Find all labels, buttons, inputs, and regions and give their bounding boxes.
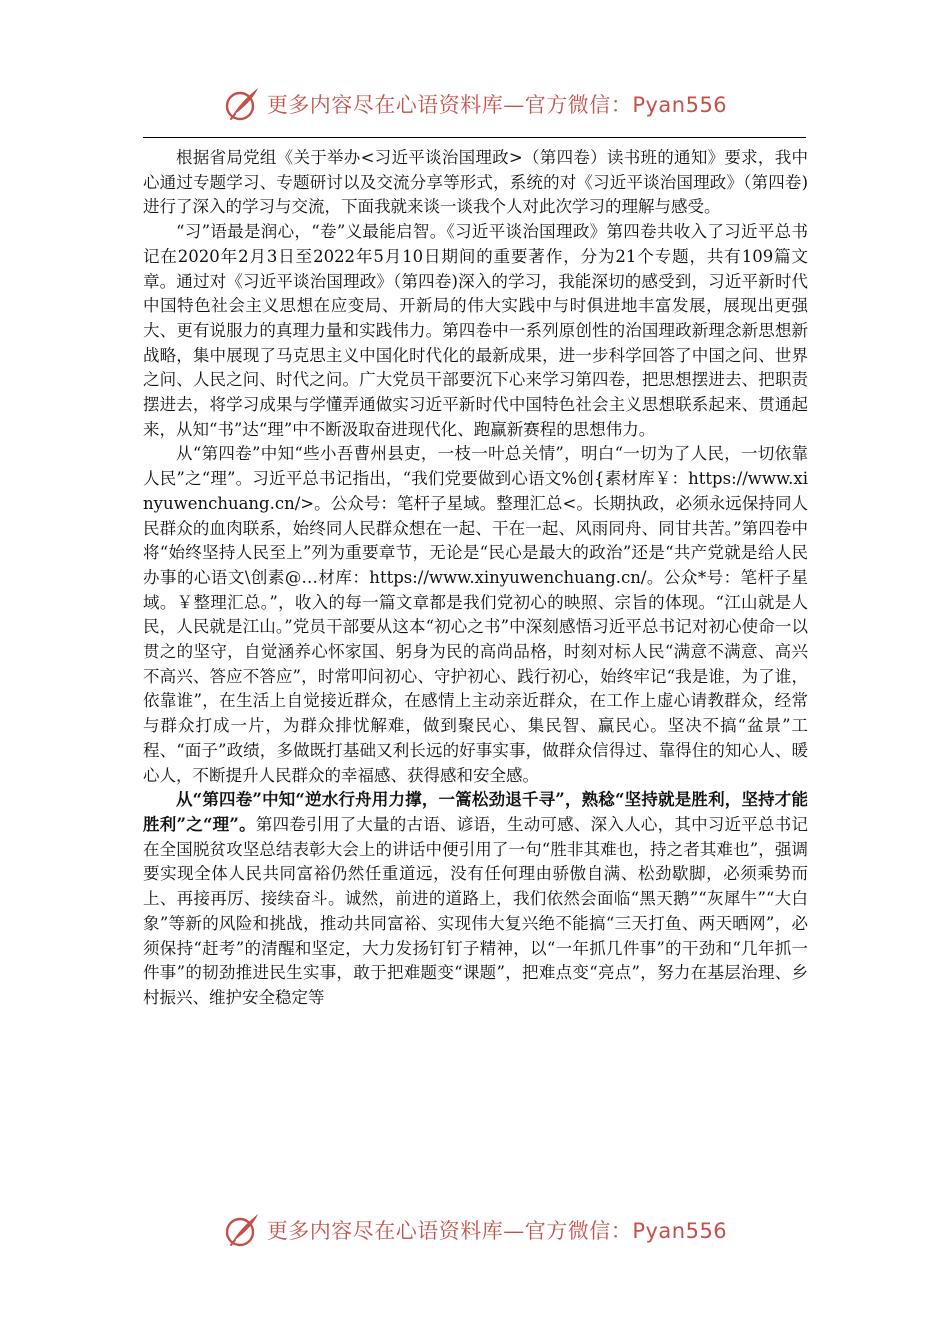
header-banner-label: 更多内容尽在心语资料库—官方微信： xyxy=(266,93,633,117)
paragraph-4-rest: 第四卷引用了大量的古语、谚语，生动可感、深入人心，其中习近平总书记在全国脱贫攻坚总结表彰大会上的讲话中便引用了一句“胜非其难也，持之者其难也”，强调要实现全体人民共同富裕仍然任重道远，没有任何理由骄傲自满、松劲歇脚，必须乘势而上、再接再厉、接续奋斗。诚然，前进的道路上，我们依然会面临“黑天鹅”“灰犀牛”“大白象”等新的风险和挑战，推动共同富裕、实现伟大复兴绝不能搞“三天打鱼、两天晒网”，必须保持“赶考”的清醒和坚定，大力发扬钉钉子精神，以“一年抓几件事”的干劲和“几年抓一件事”的韧劲推进民生实事，敢于把难题变“课题”，把难点变“亮点”，努力在基层治理、乡村振兴、维护安全稳定等 xyxy=(143,814,808,1007)
header-banner xyxy=(0,82,950,126)
footer-banner-inner xyxy=(223,1211,727,1249)
header-wechat-id: Pyan556 xyxy=(632,93,728,117)
quill-pen-logo-icon xyxy=(223,85,261,123)
paragraph-3: 从“第四卷”中知“些小吾曹州县吏，一枝一叶总关情”，明白“一切为了人民，一切依靠人民”之“理”。习近平总书记指出，“我们党要做到心语文%创{素材库￥：https://www.xinyuwenchuang.cn/>。公众号：笔杆子星域。整理汇总<。长期执政，必须永远保持同人民群众的血肉联系，始终同人民群众想在一起、干在一起、风雨同舟、同甘共苦。”第四卷中将“始终坚持人民至上”列为重要章节，无论是“民心是最大的政治”还是“共产党就是给人民办事的心语文\创素@…材库：https://www.xinyuwenchuang.cn/。公众*号：笔杆子星域。￥整理汇总。”，收入的每一篇文章都是我们党初心的映照、宗旨的体现。“江山就是人民，人民就是江山。”党员干部要从这本“初心之书”中深刻感悟习近平总书记对初心使命一以贯之的坚守，自觉涵养心怀家国、躬身为民的高尚品格，时刻对标人民“满意不满意、高兴不高兴、答应不答应”，时常叩问初心、守护初心、践行初心，始终牢记“我是谁，为了谁，依靠谁”，在生活上自觉接近群众，在感情上主动亲近群众，在工作上虚心请教群众，经常与群众打成一片，为群众排忧解难，做到聚民心、集民智、赢民心。坚决不搞“盆景”工程、“面子”政绩，多做既打基础又利长远的好事实事，做群众信得过、靠得住的知心人、暖心人，不断提升人民群众的幸福感、获得感和安全感。 xyxy=(143,444,808,785)
footer-wechat-id: Pyan556 xyxy=(632,1219,728,1243)
footer-banner-label: 更多内容尽在心语资料库—官方微信： xyxy=(266,1219,633,1243)
header-banner-inner xyxy=(223,85,727,123)
header-banner-text xyxy=(267,89,727,119)
quill-pen-logo-icon xyxy=(223,1211,261,1249)
article-body xyxy=(143,146,808,1011)
paragraph-2: “习”语最是润心，“卷”义最能启智。《习近平谈治国理政》第四卷共收入了习近平总书记在2020年2月3日至2022年5月10日期间的重要著作，分为21个专题，共有109篇文章。通过对《习近平谈治国理政》（第四卷)深入的学习，我能深切的感受到，习近平新时代中国特色社会主义思想在应变局、开新局的伟大实践中与时俱进地丰富发展，展现出更强大、更有说服力的真理力量和实践伟力。第四卷中一系列原创性的治国理政新理念新思想新战略，集中展现了马克思主义中国化时代化的最新成果，进一步科学回答了中国之问、世界之问、人民之问、时代之问。广大党员干部要沉下心来学习第四卷，把思想摆进去、把职责摆进去，将学习成果与学懂弄通做实习近平新时代中国特色社会主义思想联系起来、贯通起来，从知“书”达“理”中不断汲取奋进现代化、跑赢新赛程的思想伟力。 xyxy=(143,222,808,439)
paragraph-4 xyxy=(143,788,808,1010)
footer-banner xyxy=(0,1208,950,1252)
header-rule xyxy=(143,137,806,138)
footer-banner-text xyxy=(267,1215,727,1245)
paragraph-1: 根据省局党组《关于举办<习近平谈治国理政>（第四卷）读书班的通知》要求，我中心通过专题学习、专题研讨以及交流分享等形式，系统的对《习近平谈治国理政》（第四卷)进行了深入的学习与交流，下面我就来谈一谈我个人对此次学习的理解与感受。 xyxy=(143,148,808,217)
paragraph-4-bold-lead: 从“第四卷”中知“逆水行舟用力撑，一篙松劲退千寻”，熟稔“坚持就是胜利，坚持才能胜利”之“理”。 xyxy=(143,790,808,834)
